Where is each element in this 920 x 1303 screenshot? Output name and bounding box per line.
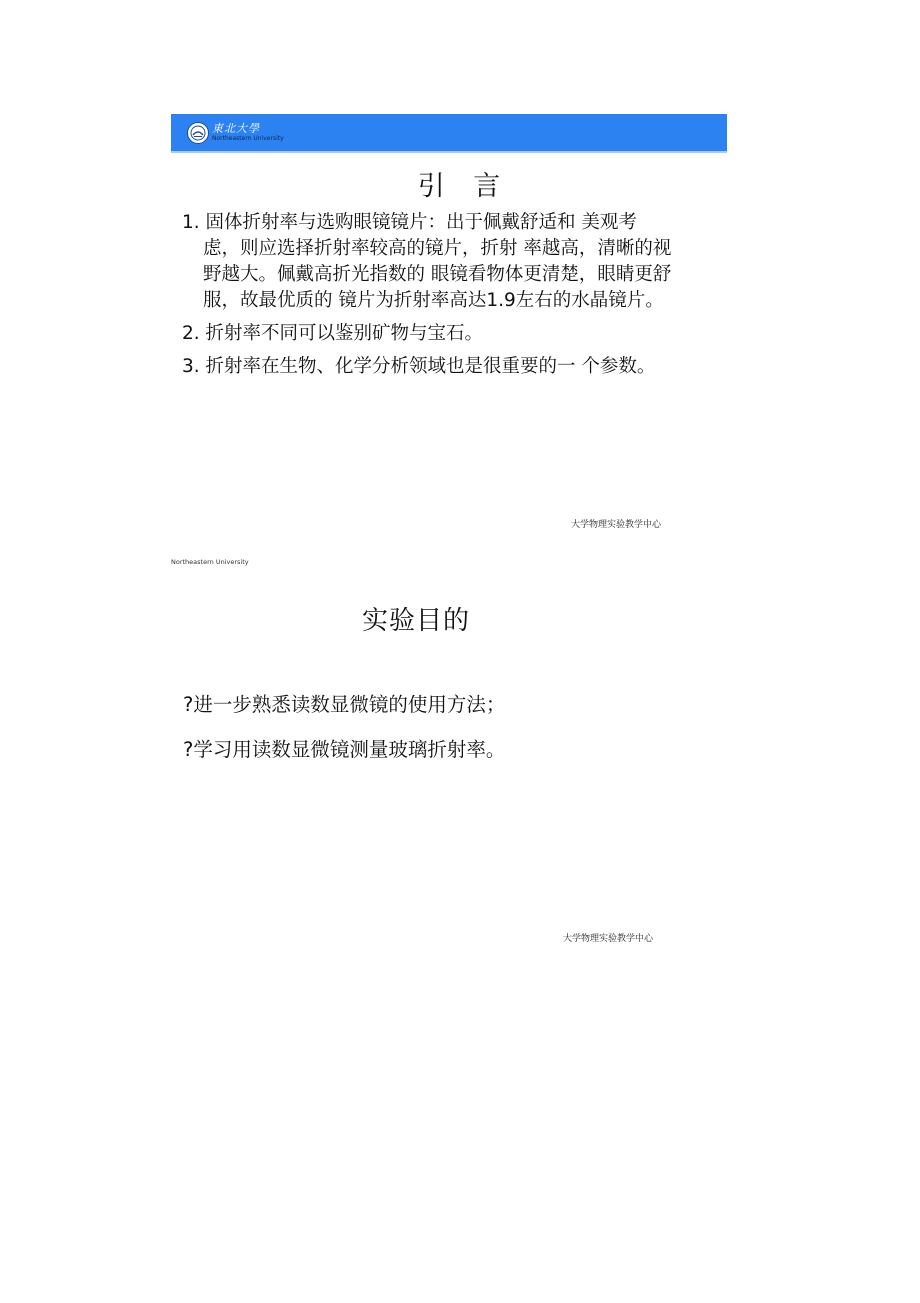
intro-title: 引 言 (417, 171, 511, 202)
list-item: 1. 固体折射率与选购眼镜镜片：出于佩戴舒适和 美观考虑，则应选择折射率较高的镜片，折射 率越高，清晰的视野越大。佩戴高折光指数的 眼镜看物体更清楚，眼睛更舒服，故最优质的 镜片为折射率高达1.9左右的水晶镜片。 (182, 212, 672, 311)
university-label: Northeastern University (171, 558, 249, 566)
university-seal-icon (187, 122, 209, 144)
list-item: 2. 折射率不同可以鉴别矿物与宝石。 (182, 323, 484, 344)
university-logo (187, 119, 284, 146)
purpose-title: 实验目的 (361, 606, 470, 636)
intro-list (182, 210, 672, 387)
slide1-footer: 大学物理实验教学中心 (571, 520, 662, 530)
slide2-footer: 大学物理实验教学中心 (563, 934, 654, 944)
header-banner (171, 114, 727, 153)
logo-chinese-name: 東北大學 (212, 122, 260, 135)
list-item: 3. 折射率在生物、化学分析领域也是很重要的一 个参数。 (182, 356, 656, 377)
logo-english-name: Northeastern University (212, 135, 284, 142)
purpose-list (183, 690, 703, 780)
list-item: ?学习用读数显微镜测量玻璃折射率。 (183, 738, 506, 761)
list-item: ?进一步熟悉读数显微镜的使用方法； (183, 693, 506, 716)
